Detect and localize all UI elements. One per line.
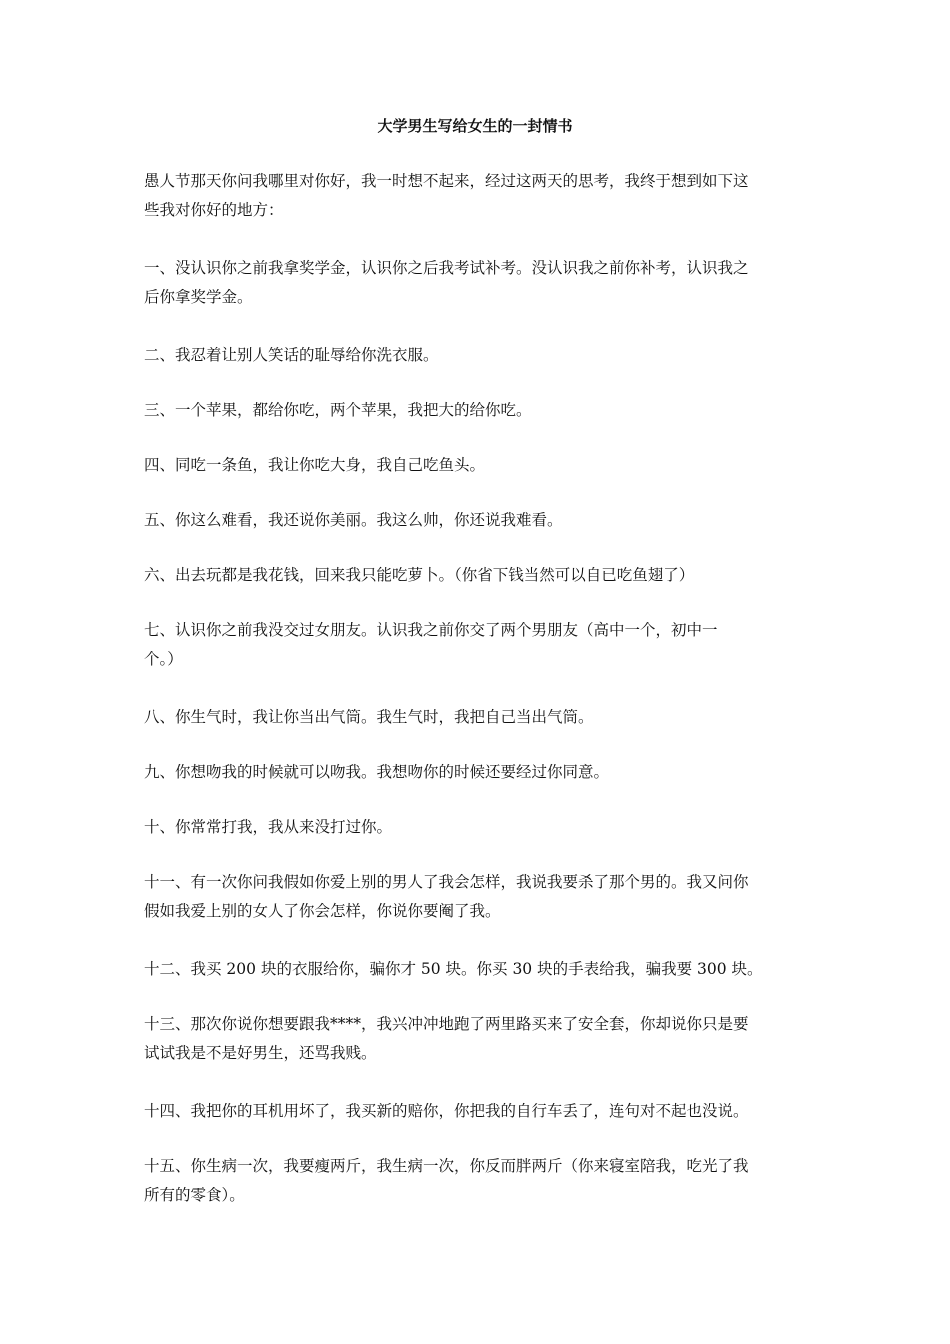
paragraph-line: 试试我是不是好男生，还骂我贱。 — [144, 1044, 377, 1062]
paragraph-line: 所有的零食）。 — [144, 1186, 245, 1204]
paragraph-item-9 — [144, 758, 804, 787]
paragraph-line: 九、你想吻我的时候就可以吻我。我想吻你的时候还要经过你同意。 — [144, 763, 610, 781]
paragraph-line: 五、你这么难看，我还说你美丽。我这么帅，你还说我难看。 — [144, 511, 563, 529]
paragraph-line: 十、你常常打我，我从来没打过你。 — [144, 818, 393, 836]
paragraph-item-7 — [144, 616, 804, 674]
paragraph-line: 假如我爱上别的女人了你会怎样，你说你要阉了我。 — [144, 902, 501, 920]
paragraph-line: 十三、那次你说你想要跟我****，我兴冲冲地跑了两里路买来了安全套，你却说你只是要 — [144, 1015, 749, 1033]
paragraph-item-12 — [144, 955, 804, 984]
paragraph-line: 七、认识你之前我没交过女朋友。认识我之前你交了两个男朋友（高中一个，初中一 — [144, 621, 718, 639]
paragraph-line: 个。） — [144, 650, 183, 668]
paragraph-line: 四、同吃一条鱼，我让你吃大身，我自己吃鱼头。 — [144, 456, 486, 474]
paragraph-line: 八、你生气时，我让你当出气筒。我生气时，我把自己当出气筒。 — [144, 708, 594, 726]
paragraph-line: 些我对你好的地方： — [144, 201, 284, 219]
paragraph-item-6 — [144, 561, 804, 590]
paragraph-line: 十一、有一次你问我假如你爱上别的男人了我会怎样，我说我要杀了那个男的。我又问你 — [144, 873, 749, 891]
paragraph-line: 六、出去玩都是我花钱，回来我只能吃萝卜。（你省下钱当然可以自已吃鱼翅了） — [144, 566, 695, 584]
paragraph-line: 二、我忍着让别人笑话的耻辱给你洗衣服。 — [144, 346, 439, 364]
paragraph-item-10 — [144, 813, 804, 842]
paragraph-intro — [144, 167, 804, 225]
paragraph-item-13 — [144, 1010, 804, 1068]
document-title: 大学男生写给女生的一封情书 — [377, 117, 573, 135]
paragraph-item-2 — [144, 341, 804, 370]
paragraph-item-3 — [144, 396, 804, 425]
paragraph-line: 十二、我买 200 块的衣服给你，骗你才 50 块。你买 30 块的手表给我，骗我要 300 块。 — [144, 960, 763, 978]
paragraph-item-8 — [144, 703, 804, 732]
paragraph-line: 十四、我把你的耳机用坏了，我买新的赔你，你把我的自行车丢了，连句对不起也没说。 — [144, 1102, 749, 1120]
paragraph-item-11 — [144, 868, 804, 926]
paragraph-line: 一、没认识你之前我拿奖学金，认识你之后我考试补考。没认识我之前你补考，认识我之 — [144, 259, 749, 277]
paragraph-item-1 — [144, 254, 804, 312]
paragraph-item-15 — [144, 1152, 804, 1210]
paragraph-item-5 — [144, 506, 804, 535]
paragraph-line: 三、一个苹果，都给你吃，两个苹果，我把大的给你吃。 — [144, 401, 532, 419]
paragraph-line: 愚人节那天你问我哪里对你好，我一时想不起来，经过这两天的思考，我终于想到如下这 — [144, 172, 749, 190]
paragraph-line: 后你拿奖学金。 — [144, 288, 253, 306]
paragraph-line: 十五、你生病一次，我要瘦两斤，我生病一次，你反而胖两斤（你来寝室陪我，吃光了我 — [144, 1157, 749, 1175]
paragraph-item-14 — [144, 1097, 804, 1126]
paragraph-item-4 — [144, 451, 804, 480]
